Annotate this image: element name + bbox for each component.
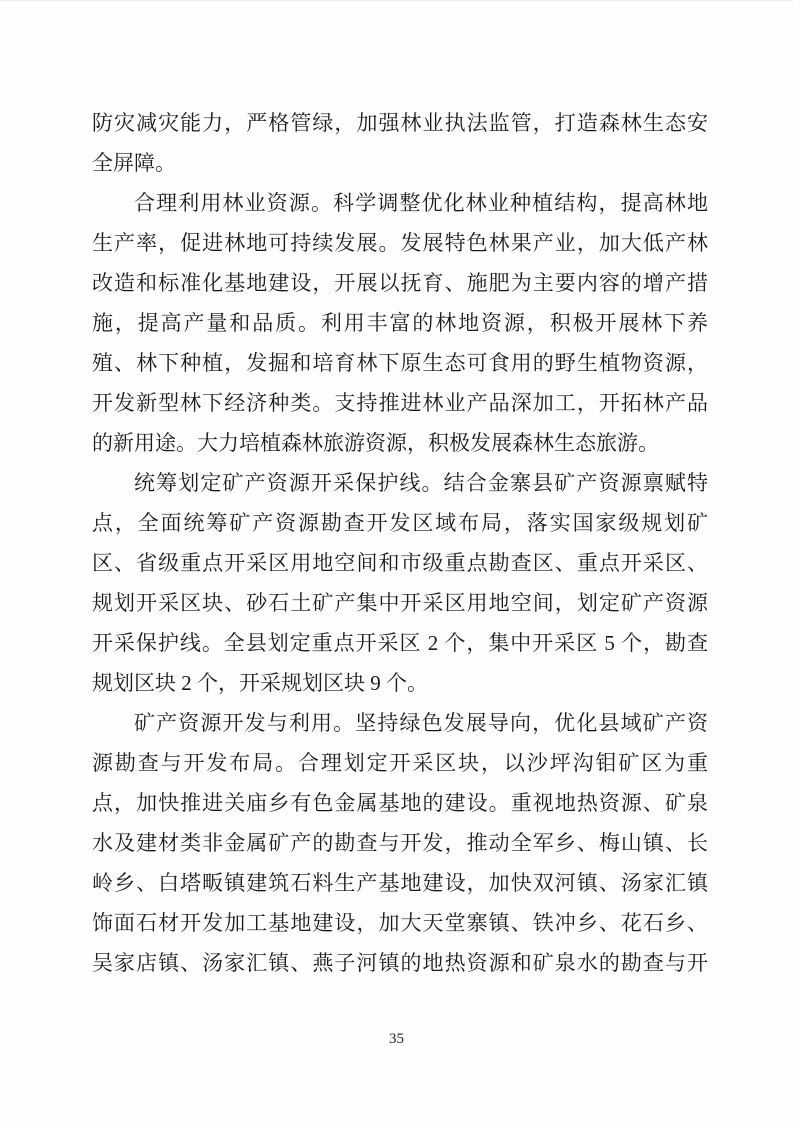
text-line: 殖、林下种植，发掘和培育林下原生态可食用的野生植物资源， <box>92 351 708 375</box>
text-line: 吴家店镇、汤家汇镇、燕子河镇的地热资源和矿泉水的勘查与开 <box>92 951 708 975</box>
text-line: 合理利用林业资源。科学调整优化林业种植结构，提高林地 <box>134 191 708 215</box>
text-line: 岭乡、白塔畈镇建筑石料生产基地建设，加快双河镇、汤家汇镇 <box>92 871 708 895</box>
text-line: 规划开采区块、砂石土矿产集中开采区用地空间，划定矿产资源 <box>92 591 708 615</box>
text-line: 改造和标准化基地建设，开展以抚育、施肥为主要内容的增产措 <box>92 271 708 295</box>
text-line: 源勘查与开发布局。合理划定开采区块，以沙坪沟钼矿区为重 <box>92 751 708 775</box>
text-line: 防灾减灾能力，严格管绿，加强林业执法监管，打造森林生态安 <box>92 111 708 135</box>
text-line: 全屏障。 <box>92 151 176 175</box>
text-line: 统筹划定矿产资源开采保护线。结合金寨县矿产资源禀赋特 <box>134 471 708 495</box>
text-line: 规划区块 2 个，开采规划区块 9 个。 <box>92 671 428 695</box>
text-line: 区、省级重点开采区用地空间和市级重点勘查区、重点开采区、 <box>92 551 708 575</box>
document-body <box>92 103 708 983</box>
text-line: 施，提高产量和品质。利用丰富的林地资源，积极开展林下养 <box>92 311 708 335</box>
text-line: 的新用途。大力培植森林旅游资源，积极发展森林生态旅游。 <box>92 431 659 455</box>
text-line: 点，加快推进关庙乡有色金属基地的建设。重视地热资源、矿泉 <box>92 791 708 815</box>
text-line: 开采保护线。全县划定重点开采区 2 个，集中开采区 5 个，勘查 <box>92 631 708 655</box>
text-line: 水及建材类非金属矿产的勘查与开发，推动全军乡、梅山镇、长 <box>92 831 708 855</box>
text-line: 生产率，促进林地可持续发展。发展特色林果产业，加大低产林 <box>92 231 708 255</box>
text-line: 点，全面统筹矿产资源勘查开发区域布局，落实国家级规划矿 <box>92 511 708 535</box>
text-line: 矿产资源开发与利用。坚持绿色发展导向，优化县域矿产资 <box>134 711 708 735</box>
text-line: 饰面石材开发加工基地建设，加大天堂寨镇、铁冲乡、花石乡、 <box>92 911 708 935</box>
text-line: 开发新型林下经济种类。支持推进林业产品深加工，开拓林产品 <box>92 391 708 415</box>
page-number: 35 <box>389 1031 404 1047</box>
